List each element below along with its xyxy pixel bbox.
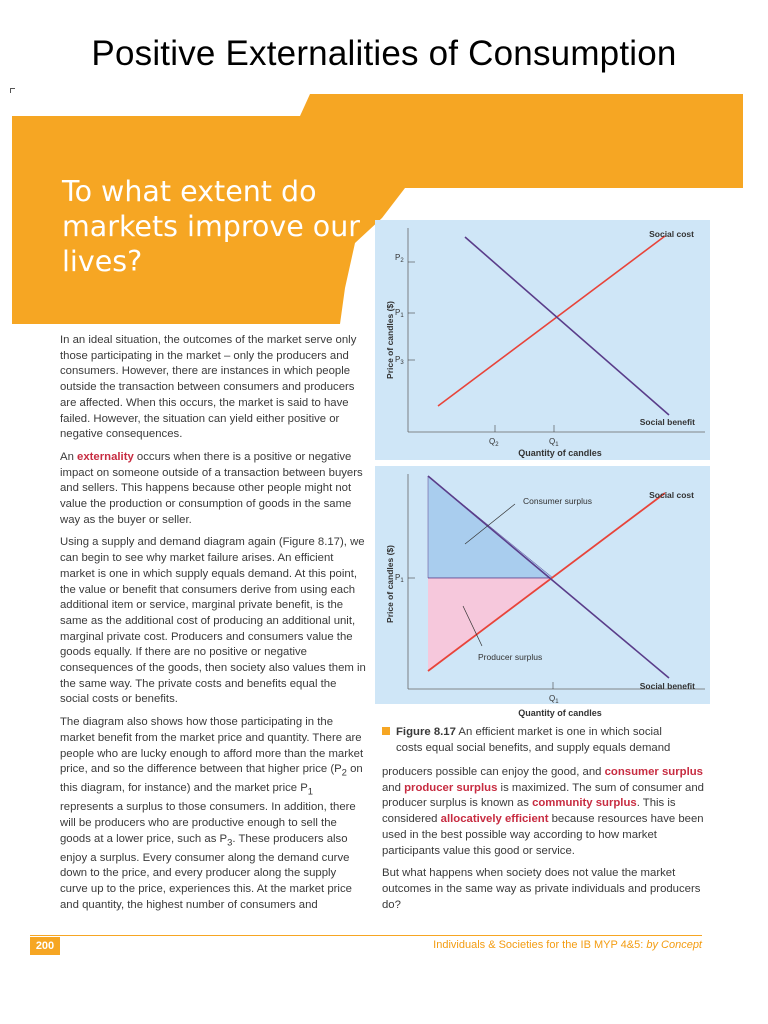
keyword-externality: externality	[77, 450, 134, 463]
supply-demand-chart	[375, 220, 710, 460]
tick-q1: $Q_1$	[549, 694, 559, 705]
footer-book-title: Individuals & Societies for the IB MYP 4&5: by Concept	[433, 939, 702, 951]
right-column	[382, 765, 707, 920]
social-cost-label: Social cost	[649, 229, 694, 239]
consumer-surplus-label: Consumer surplus	[523, 496, 592, 506]
social-benefit-label: Social benefit	[639, 417, 695, 427]
surplus-chart	[375, 466, 710, 721]
paragraph-1: In an ideal situation, the outcomes of the market serve only those participating in the market – only the producers and consumers. However, there are instances in which people outside the transaction between consumers and producers are affected. When this occurs, the market is said to have failed. However, the situation can yield either positive or negative consequences.	[60, 334, 357, 441]
y-axis-label: Price of candles ($)	[385, 545, 395, 623]
slide-title: Positive Externalities of Consumption	[91, 34, 677, 73]
textbook-page	[10, 88, 743, 968]
crop-mark	[10, 88, 15, 93]
figure-caption: Figure 8.17 An efficient market is one in which social costs equal social benefits, and supply equals demand	[382, 725, 712, 756]
x-axis-label: Quantity of candles	[518, 708, 602, 718]
tick-p1: $P_1$	[395, 308, 404, 319]
tick-p1: $P_1$	[395, 573, 404, 584]
paragraph-4: The diagram also shows how those participating in the market benefit from the market price and quantity. There are people who are lucky enough to afford more than the market price, and so the difference between that higher price ($P_2$ on this diagram, for instance) and the market price $P_1$ represents a surplus to those consumers. In addition, there will be producers who are productive enough to sell the goods at a lower price, such as $P_3$. These producers also enjoy a surplus. Every consumer along the demand curve down to the price, and every producer along the supply curve up to the price, experiences this. At the market price and quantity, the highest number of consumers and	[60, 716, 364, 911]
tick-q2: $Q_2$	[489, 437, 499, 448]
producer-surplus-label: Producer surplus	[478, 652, 543, 662]
social-benefit-label: Social benefit	[639, 681, 695, 691]
tick-p3: $P_3$	[395, 355, 404, 366]
social-cost-label: Social cost	[649, 490, 694, 500]
paragraph-5: producers possible can enjoy the good, and consumer surplus and producer surplus is maximized. The sum of consumer and producer surplus is known as community surplus. This is considered allocatively efficient because resources have been used in the best possible way according to how market participants value this good or service.	[382, 766, 704, 857]
tick-p2: $P_2$	[395, 253, 404, 264]
footer-rule	[30, 935, 702, 936]
page-number: 200	[30, 937, 60, 955]
paragraph-2: An externality occurs when there is a positive or negative impact on someone outside of a transaction between buyers and sellers. This happens because other people might not value the production or consumption of goods in the same way as the buyer or seller.	[60, 450, 363, 526]
x-axis-label: Quantity of candles	[518, 448, 602, 458]
left-column	[60, 333, 366, 920]
tick-q1: $Q_1$	[549, 437, 559, 448]
caption-bullet-icon	[382, 727, 390, 735]
paragraph-6: But what happens when society does not value the market outcomes in the same way as private individuals and producers do?	[382, 867, 701, 911]
y-axis-label: Price of candles ($)	[385, 301, 395, 379]
paragraph-3: Using a supply and demand diagram again (Figure 8.17), we can begin to see why market failure arises. An efficient market is one in which supply equals demand. At this point, the value or benefit that consumers derive from using each additional item or service, marginal private benefit, is the same as the additional cost of producing an additional unit, marginal private cost. Producers and consumers value the goods equally. If there are no positive or negative consequences of the goods, then society also values them in the same way. The private costs and benefits equal the social costs or benefits.	[60, 536, 366, 706]
page-heading: To what extent do markets improve our lives?	[62, 175, 361, 278]
